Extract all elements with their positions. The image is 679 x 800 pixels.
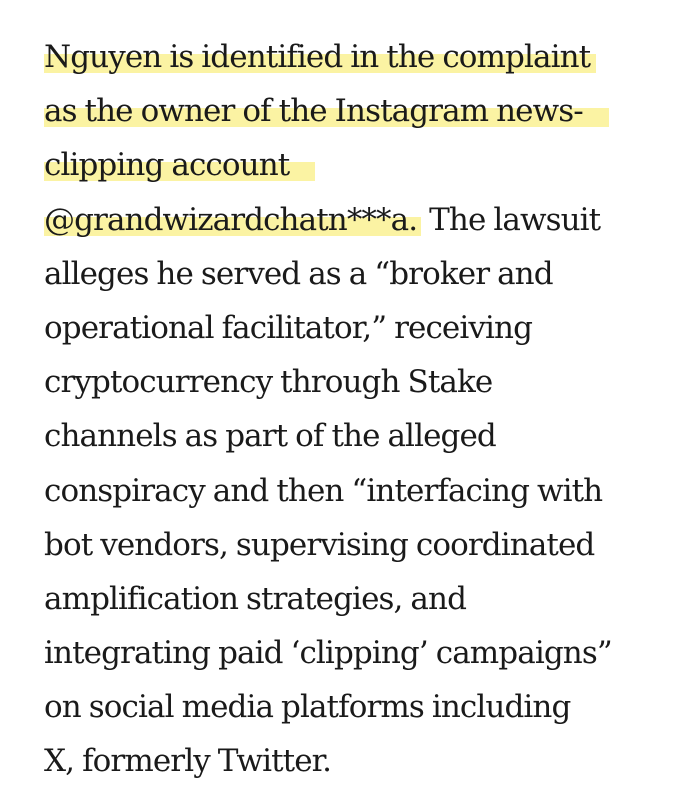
article-paragraph — [44, 30, 664, 789]
instagram-handle: @grandwizardchatn***a. — [44, 202, 421, 238]
highlighted-text: clipping account — [44, 147, 315, 183]
paragraph-line-1 — [44, 30, 664, 84]
paragraph-line-10: bot vendors, supervising coordinated — [44, 526, 595, 563]
paragraph-line-8: channels as part of the alleged — [44, 418, 496, 455]
paragraph-text: The lawsuit — [421, 201, 601, 238]
paragraph-line-14: X, formerly Twitter. — [44, 743, 332, 780]
paragraph-line-5: alleges he served as a “broker and — [44, 255, 553, 292]
paragraph-line-2 — [44, 84, 664, 138]
paragraph-line-12: integrating paid ‘clipping’ campaigns” — [44, 635, 612, 672]
paragraph-line-4 — [44, 193, 664, 247]
paragraph-line-11: amplification strategies, and — [44, 580, 467, 617]
paragraph-line-9: conspiracy and then “interfacing with — [44, 472, 603, 509]
highlighted-text: as the owner of the Instagram news- — [44, 93, 609, 129]
paragraph-line-3 — [44, 138, 664, 192]
paragraph-line-6: operational facilitator,” receiving — [44, 309, 533, 346]
highlighted-text: Nguyen is identified in the complaint — [44, 39, 596, 75]
paragraph-line-13: on social media platforms including — [44, 689, 571, 726]
paragraph-line-7: cryptocurrency through Stake — [44, 364, 493, 401]
